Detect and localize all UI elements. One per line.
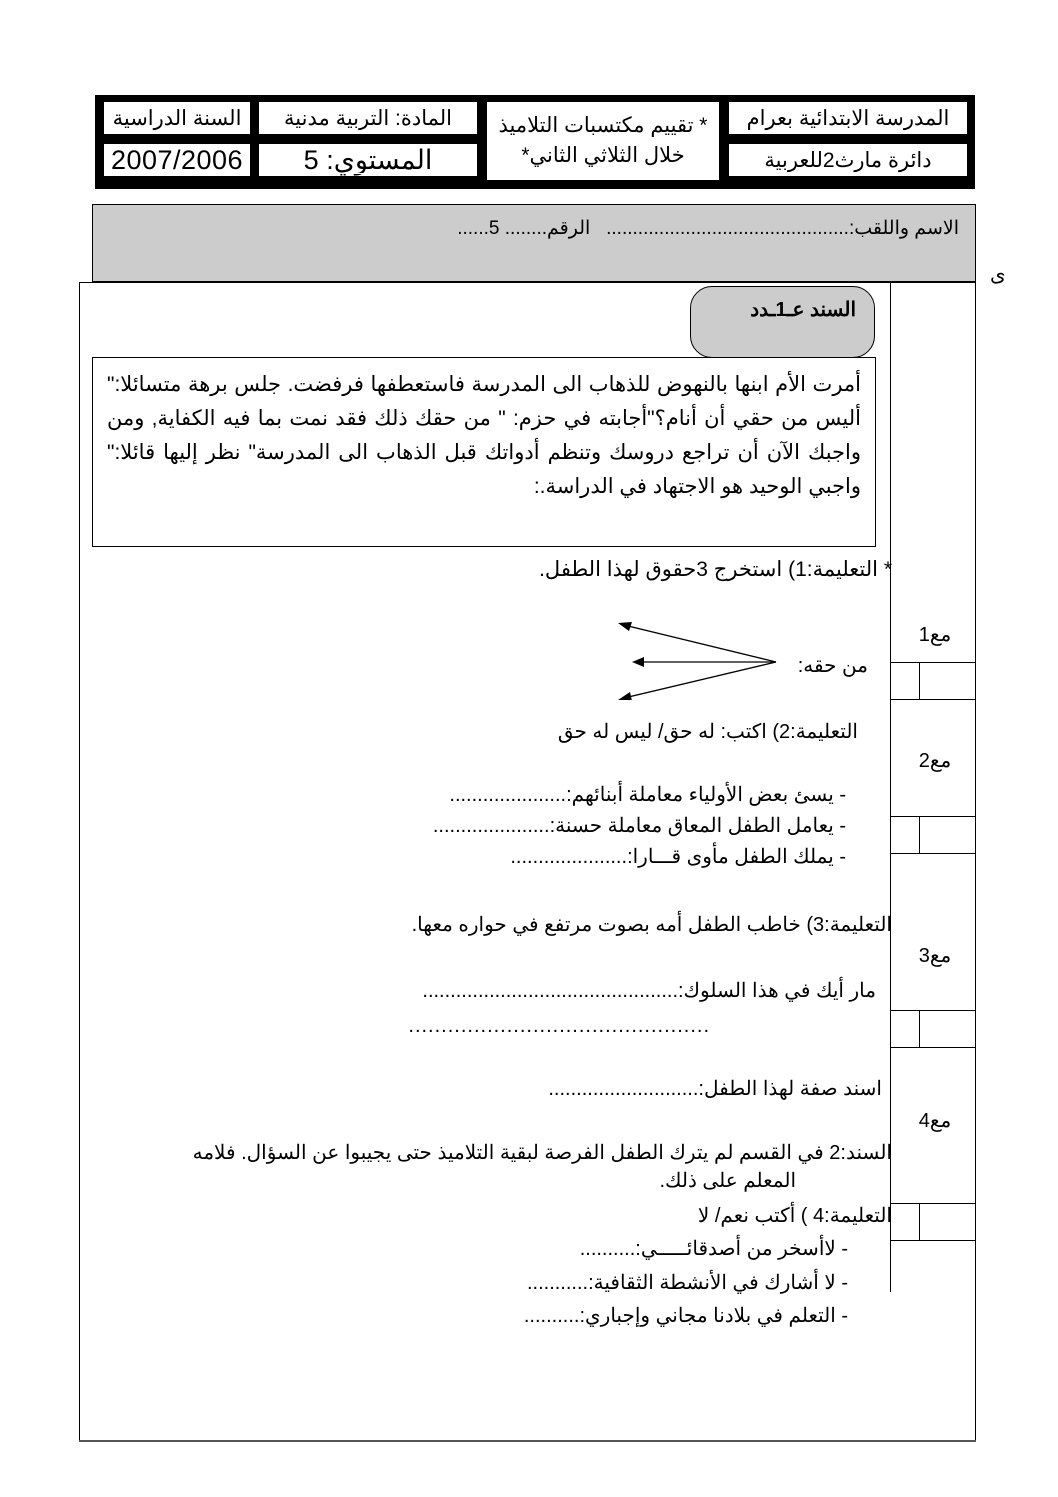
q4-item <box>527 1270 848 1295</box>
district-name: دائرة مارث2للعربية <box>728 143 968 177</box>
arrow-3 <box>624 662 776 698</box>
exam-title-line1: * تقييم مكتسبات التلاميذ <box>498 114 708 137</box>
q3-answer-2[interactable]: .............................................. <box>408 1015 710 1037</box>
q2-item <box>433 813 846 838</box>
student-info-line <box>457 217 959 240</box>
stray-character: ى <box>990 264 1006 286</box>
q2-item <box>510 844 846 869</box>
q4-item-answer[interactable]: .......... <box>579 1238 636 1260</box>
q4-item-answer[interactable]: ........... <box>526 1272 589 1294</box>
q3b-line <box>548 1076 882 1101</box>
school-year-label: السنة الدراسية <box>103 101 251 135</box>
arrowhead-2 <box>632 657 644 667</box>
support-text: أمرت الأم ابنها بالنهوض للذهاب الى المدرسة فاستعطفها فرفضت. جلس برهة متسائلا:" أليس من حقي أن أنام؟"أجابته في حزم: " من حقك ذلك فقد نمت بما فيه الكفاية, ومن واجبك الآن أن تراجع دروسك وتنظم أدواتك قبل الذهاب الى المدرسة" نظر إليها قائلا:" واجبي الوحيد هو الاجتهاد في الدراسة.: <box>107 373 861 498</box>
q2-item-text: - يملك الطفل مأوى قـــارا: <box>627 846 846 868</box>
number-label: الرقم........ <box>504 218 591 239</box>
q2-item-answer[interactable]: ..................... <box>432 815 550 837</box>
q2-item-answer[interactable]: ..................... <box>510 846 628 868</box>
q2-item <box>449 782 846 807</box>
level: المستوي: 5 <box>258 143 478 177</box>
support-2-line2: المعلم على ذلك. <box>659 1170 796 1192</box>
q3b-answer[interactable]: ........................... <box>548 1078 699 1100</box>
support-title: السند عـ1ـدد <box>750 299 856 321</box>
q2-item-text: - يعامل الطفل المعاق معاملة حسنة: <box>549 815 846 837</box>
support-title-tab <box>690 286 875 358</box>
q3-answer-1[interactable]: .............................................. <box>422 980 678 1002</box>
subject: المادة: التربية مدنية <box>258 101 478 135</box>
instruction-1-prompt: من حقه: <box>797 655 868 677</box>
q3-prompt: مار أيك في هذا السلوك: <box>678 980 876 1002</box>
criteria-column <box>890 282 976 1292</box>
exam-title-line2: خلال الثلاثي الثاني* <box>521 144 685 167</box>
support-2-line1: السند:2 في القسم لم يترك الطفل الفرصة لبقية التلاميذ حتى يجيبوا عن السؤال. فلامه <box>192 1142 892 1164</box>
criterion-label: مع2 <box>918 750 952 772</box>
student-info-bar <box>92 204 976 282</box>
q2-item-answer[interactable]: ..................... <box>449 784 567 806</box>
q4-item <box>524 1303 848 1328</box>
q2-item-text: - يسئ بعض الأولياء معاملة أبنائهم: <box>566 784 846 806</box>
q4-item-text: - التعلم في بلادنا مجاني وإجباري: <box>579 1305 848 1327</box>
q4-item-text: - لاأسخر من أصدقائـــــي: <box>635 1238 848 1260</box>
criterion-label: مع1 <box>918 624 952 646</box>
arrow-1 <box>624 625 776 662</box>
frame-shadow <box>79 1440 976 1442</box>
q4-item-answer[interactable]: .......... <box>523 1305 580 1327</box>
header-table <box>95 95 975 189</box>
criterion-label: مع3 <box>918 945 952 967</box>
q4-item-text: - لا أشارك في الأنشطة الثقافية: <box>588 1272 848 1294</box>
q3b-prompt: اسند صفة لهذا الطفل: <box>698 1078 882 1100</box>
name-field[interactable]: .............................................. <box>606 218 849 239</box>
support-text-box <box>92 357 876 547</box>
arrowhead-1 <box>618 622 632 631</box>
name-label: الاسم واللقب: <box>848 218 959 239</box>
criterion-label: مع4 <box>918 1110 952 1132</box>
arrows-diagram <box>600 610 790 700</box>
instruction-2: التعليمة:2) اكتب: له حق/ ليس له حق <box>557 721 858 743</box>
q4-item <box>580 1236 848 1261</box>
number-field[interactable]: 5...... <box>457 218 500 239</box>
school-name: المدرسة الابتدائية بعرام <box>728 101 968 135</box>
instruction-1: * التعليمة:1) استخرج 3حقوق لهذا الطفل. <box>539 558 892 581</box>
score-boxes-1[interactable] <box>890 662 976 700</box>
exam-title <box>486 101 720 181</box>
score-boxes-2[interactable] <box>890 816 976 854</box>
instruction-3: التعليمة:3) خاطب الطفل أمه بصوت مرتفع في حواره معها. <box>411 914 892 936</box>
school-year-value: 2007/2006 <box>103 143 251 177</box>
q3-prompt-line <box>422 978 876 1003</box>
score-boxes-4[interactable] <box>890 1203 976 1241</box>
score-boxes-3[interactable] <box>890 1010 976 1048</box>
instruction-4: التعليمة:4 ) أكتب نعم/ لا <box>697 1205 892 1227</box>
arrowhead-3 <box>618 692 632 700</box>
